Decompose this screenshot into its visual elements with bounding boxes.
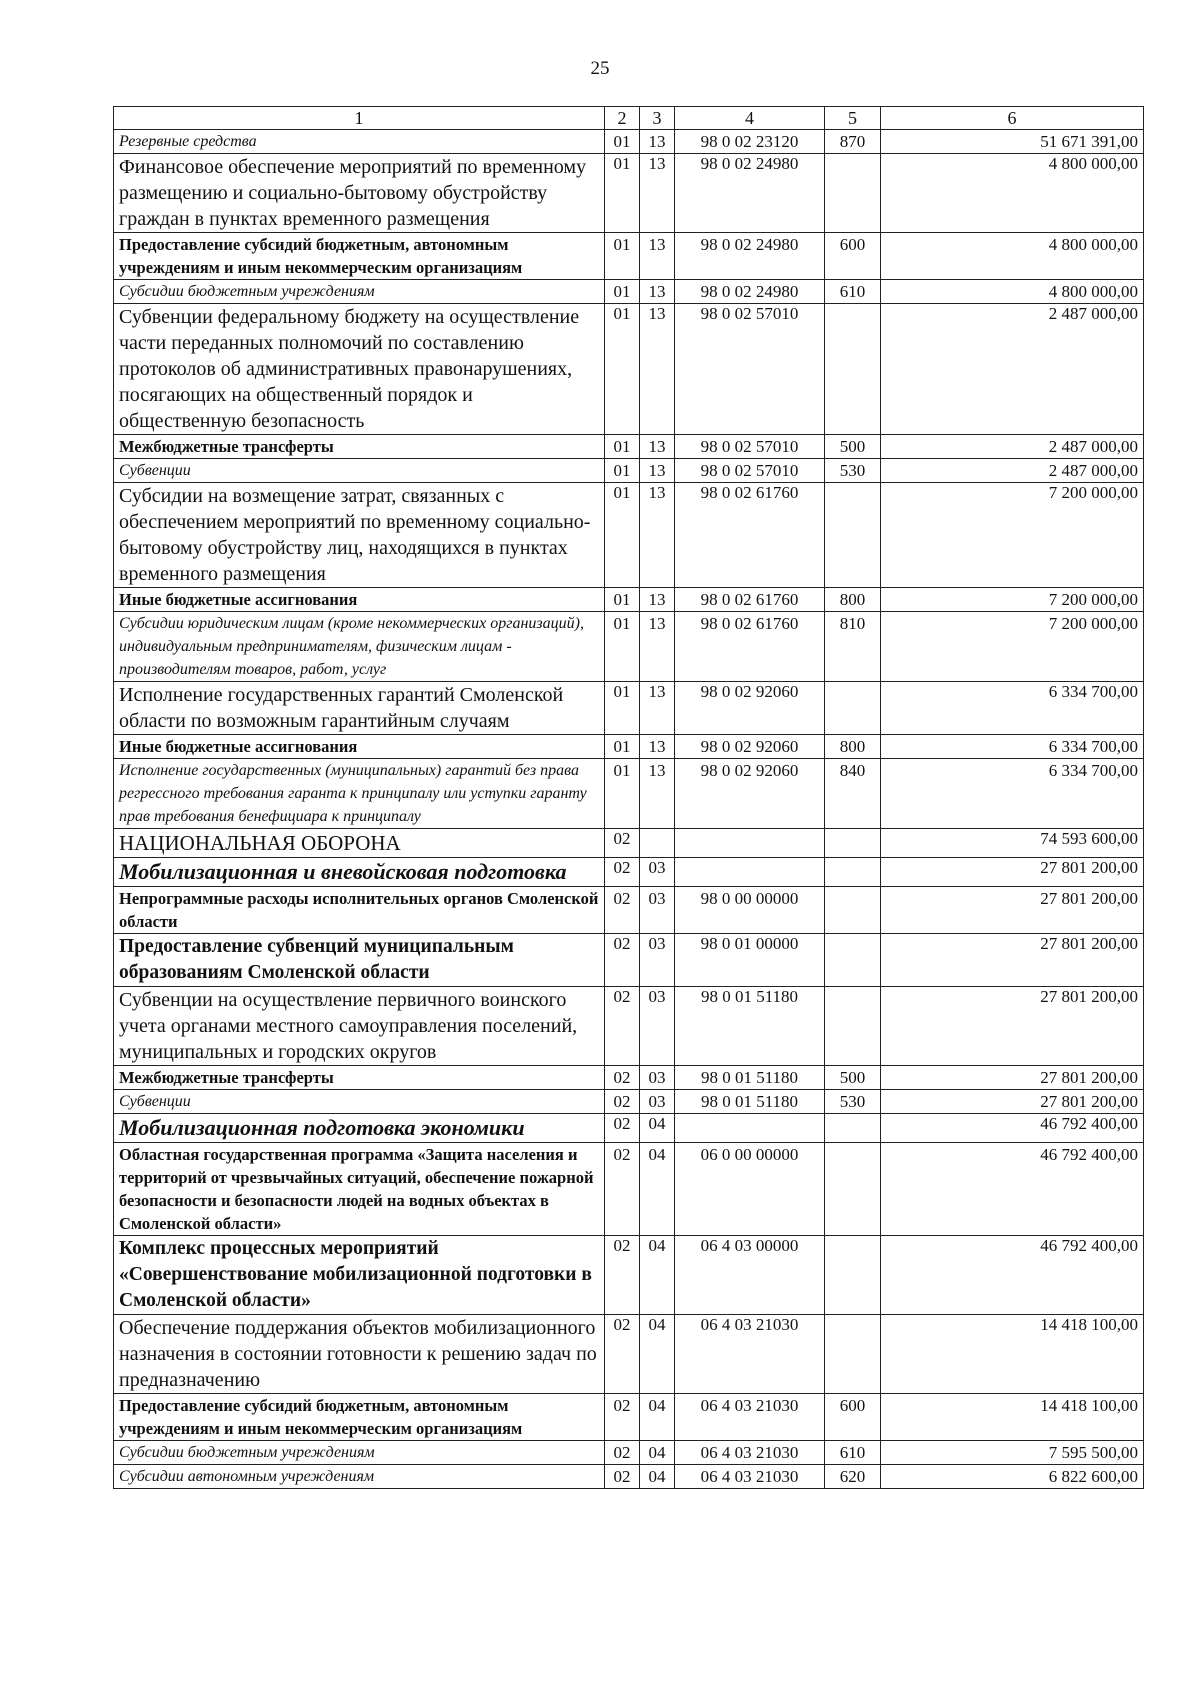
table-row [114, 735, 1144, 759]
subsection-code-cell: 03 [640, 887, 675, 934]
table-row [114, 1066, 1144, 1090]
section-code-cell: 01 [605, 682, 640, 735]
subsection-code-cell: 13 [640, 130, 675, 154]
target-article-code-cell: 06 4 03 21030 [675, 1394, 825, 1441]
section-code-cell: 02 [605, 858, 640, 887]
section-code-cell: 02 [605, 1315, 640, 1394]
subsection-code-cell: 13 [640, 735, 675, 759]
section-code-cell: 02 [605, 1441, 640, 1465]
amount-cell: 14 418 100,00 [881, 1315, 1144, 1394]
target-article-code-cell: 98 0 01 51180 [675, 1090, 825, 1114]
subsection-code-cell: 03 [640, 1090, 675, 1114]
amount-cell: 2 487 000,00 [881, 459, 1144, 483]
target-article-code-cell: 98 0 02 24980 [675, 154, 825, 233]
section-code-cell: 01 [605, 130, 640, 154]
amount-cell: 27 801 200,00 [881, 987, 1144, 1066]
header-cell-6: 6 [881, 107, 1144, 130]
subsection-code-cell: 04 [640, 1394, 675, 1441]
table-row [114, 154, 1144, 233]
amount-cell: 27 801 200,00 [881, 934, 1144, 987]
expense-type-code-cell: 800 [825, 588, 881, 612]
expense-type-code-cell [825, 858, 881, 887]
amount-cell: 46 792 400,00 [881, 1236, 1144, 1315]
section-code-cell: 02 [605, 829, 640, 858]
item-name-cell: Предоставление субсидий бюджетным, автономным учреждениям и иным некоммерческим организациям [114, 233, 605, 280]
table-row [114, 1465, 1144, 1489]
amount-cell: 4 800 000,00 [881, 233, 1144, 280]
header-cell-3: 3 [640, 107, 675, 130]
amount-cell: 7 595 500,00 [881, 1441, 1144, 1465]
section-code-cell: 01 [605, 759, 640, 829]
subsection-code-cell: 13 [640, 612, 675, 682]
expense-type-code-cell [825, 304, 881, 435]
subsection-code-cell: 04 [640, 1114, 675, 1143]
item-name-cell: Субсидии на возмещение затрат, связанных с обеспечением мероприятий по временному социально-бытовому обустройству лиц, находящихся в пунктах временного размещения [114, 483, 605, 588]
item-name-cell: Резервные средства [114, 130, 605, 154]
item-name-cell: Исполнение государственных (муниципальных) гарантий без права регрессного требования гаранта к принципалу или уступки гаранту прав требования бенефициара к принципалу [114, 759, 605, 829]
item-name-cell: Субсидии юридическим лицам (кроме некоммерческих организаций), индивидуальным предпринимателям, физическим лицам - производителям товаров, работ, услуг [114, 612, 605, 682]
section-code-cell: 02 [605, 1465, 640, 1489]
item-name-cell: Предоставление субвенций муниципальным образованиям Смоленской области [114, 934, 605, 987]
subsection-code-cell: 03 [640, 858, 675, 887]
section-code-cell: 01 [605, 233, 640, 280]
header-cell-5: 5 [825, 107, 881, 130]
amount-cell: 74 593 600,00 [881, 829, 1144, 858]
item-name-cell: Субвенции [114, 1090, 605, 1114]
amount-cell: 7 200 000,00 [881, 483, 1144, 588]
expense-type-code-cell [825, 1315, 881, 1394]
amount-cell: 6 822 600,00 [881, 1465, 1144, 1489]
subsection-code-cell: 13 [640, 435, 675, 459]
amount-cell: 7 200 000,00 [881, 588, 1144, 612]
table-row [114, 858, 1144, 887]
item-name-cell: Предоставление субсидий бюджетным, автономным учреждениям и иным некоммерческим организациям [114, 1394, 605, 1441]
amount-cell: 51 671 391,00 [881, 130, 1144, 154]
subsection-code-cell: 13 [640, 459, 675, 483]
target-article-code-cell: 98 0 02 57010 [675, 435, 825, 459]
subsection-code-cell: 13 [640, 304, 675, 435]
item-name-cell: НАЦИОНАЛЬНАЯ ОБОРОНА [114, 829, 605, 858]
section-code-cell: 01 [605, 483, 640, 588]
target-article-code-cell: 06 4 03 21030 [675, 1465, 825, 1489]
table-row [114, 435, 1144, 459]
amount-cell: 6 334 700,00 [881, 682, 1144, 735]
item-name-cell: Финансовое обеспечение мероприятий по временному размещению и социально-бытовому обустройству граждан в пунктах временного размещения [114, 154, 605, 233]
budget-table [113, 106, 1144, 1489]
table-row [114, 987, 1144, 1066]
subsection-code-cell: 13 [640, 233, 675, 280]
target-article-code-cell: 98 0 00 00000 [675, 887, 825, 934]
section-code-cell: 02 [605, 1394, 640, 1441]
amount-cell: 27 801 200,00 [881, 887, 1144, 934]
item-name-cell: Областная государственная программа «Защита населения и территорий от чрезвычайных ситуаций, обеспечение пожарной безопасности и безопасности людей на водных объектах в Смоленской области» [114, 1143, 605, 1236]
expense-type-code-cell: 800 [825, 735, 881, 759]
expense-type-code-cell: 870 [825, 130, 881, 154]
amount-cell: 2 487 000,00 [881, 435, 1144, 459]
subsection-code-cell: 04 [640, 1143, 675, 1236]
subsection-code-cell: 03 [640, 987, 675, 1066]
table-row [114, 682, 1144, 735]
section-code-cell: 01 [605, 588, 640, 612]
table-body [114, 107, 1144, 1489]
target-article-code-cell: 98 0 02 61760 [675, 483, 825, 588]
expense-type-code-cell: 600 [825, 1394, 881, 1441]
subsection-code-cell: 03 [640, 1066, 675, 1090]
header-cell-1: 1 [114, 107, 605, 130]
section-code-cell: 01 [605, 280, 640, 304]
section-code-cell: 02 [605, 1236, 640, 1315]
amount-cell: 27 801 200,00 [881, 1090, 1144, 1114]
target-article-code-cell [675, 858, 825, 887]
item-name-cell: Субсидии автономным учреждениям [114, 1465, 605, 1489]
amount-cell: 46 792 400,00 [881, 1143, 1144, 1236]
table-row [114, 459, 1144, 483]
item-name-cell: Субвенции на осуществление первичного воинского учета органами местного самоуправления поселений, муниципальных и городских округов [114, 987, 605, 1066]
expense-type-code-cell: 530 [825, 1090, 881, 1114]
table-row [114, 1441, 1144, 1465]
subsection-code-cell: 13 [640, 759, 675, 829]
section-code-cell: 02 [605, 887, 640, 934]
target-article-code-cell: 98 0 02 61760 [675, 588, 825, 612]
amount-cell: 2 487 000,00 [881, 304, 1144, 435]
target-article-code-cell: 98 0 02 24980 [675, 280, 825, 304]
subsection-code-cell: 13 [640, 588, 675, 612]
target-article-code-cell: 98 0 02 92060 [675, 759, 825, 829]
section-code-cell: 02 [605, 1066, 640, 1090]
subsection-code-cell: 04 [640, 1441, 675, 1465]
page-number: 25 [590, 58, 610, 79]
target-article-code-cell: 06 0 00 00000 [675, 1143, 825, 1236]
expense-type-code-cell: 840 [825, 759, 881, 829]
amount-cell: 27 801 200,00 [881, 1066, 1144, 1090]
expense-type-code-cell [825, 987, 881, 1066]
section-code-cell: 02 [605, 987, 640, 1066]
section-code-cell: 02 [605, 934, 640, 987]
target-article-code-cell: 98 0 02 57010 [675, 459, 825, 483]
item-name-cell: Непрограммные расходы исполнительных органов Смоленской области [114, 887, 605, 934]
expense-type-code-cell: 500 [825, 435, 881, 459]
item-name-cell: Комплекс процессных мероприятий «Совершенствование мобилизационной подготовки в Смоленской области» [114, 1236, 605, 1315]
header-row [114, 107, 1144, 130]
amount-cell: 14 418 100,00 [881, 1394, 1144, 1441]
table-row [114, 759, 1144, 829]
amount-cell: 6 334 700,00 [881, 735, 1144, 759]
subsection-code-cell: 13 [640, 280, 675, 304]
target-article-code-cell: 06 4 03 21030 [675, 1441, 825, 1465]
table-row [114, 304, 1144, 435]
item-name-cell: Мобилизационная и вневойсковая подготовка [114, 858, 605, 887]
expense-type-code-cell: 620 [825, 1465, 881, 1489]
subsection-code-cell: 13 [640, 483, 675, 588]
section-code-cell: 01 [605, 304, 640, 435]
target-article-code-cell: 98 0 02 24980 [675, 233, 825, 280]
item-name-cell: Субсидии бюджетным учреждениям [114, 1441, 605, 1465]
expense-type-code-cell [825, 682, 881, 735]
section-code-cell: 01 [605, 435, 640, 459]
amount-cell: 46 792 400,00 [881, 1114, 1144, 1143]
item-name-cell: Субвенции федеральному бюджету на осуществление части переданных полномочий по составлению протоколов об административных правонарушениях, посягающих на общественный порядок и общественную безопасность [114, 304, 605, 435]
expense-type-code-cell: 530 [825, 459, 881, 483]
subsection-code-cell: 13 [640, 154, 675, 233]
expense-type-code-cell [825, 887, 881, 934]
target-article-code-cell: 06 4 03 21030 [675, 1315, 825, 1394]
expense-type-code-cell [825, 483, 881, 588]
expense-type-code-cell: 600 [825, 233, 881, 280]
subsection-code-cell: 13 [640, 682, 675, 735]
item-name-cell: Межбюджетные трансферты [114, 435, 605, 459]
amount-cell: 6 334 700,00 [881, 759, 1144, 829]
target-article-code-cell: 98 0 01 51180 [675, 987, 825, 1066]
table-row [114, 233, 1144, 280]
amount-cell: 4 800 000,00 [881, 154, 1144, 233]
table-row [114, 1143, 1144, 1236]
table-row [114, 1315, 1144, 1394]
item-name-cell: Субвенции [114, 459, 605, 483]
table-row [114, 130, 1144, 154]
section-code-cell: 01 [605, 154, 640, 233]
item-name-cell: Обеспечение поддержания объектов мобилизационного назначения в состоянии готовности к решению задач по предназначению [114, 1315, 605, 1394]
table-row [114, 829, 1144, 858]
section-code-cell: 02 [605, 1143, 640, 1236]
target-article-code-cell: 98 0 01 51180 [675, 1066, 825, 1090]
item-name-cell: Субсидии бюджетным учреждениям [114, 280, 605, 304]
target-article-code-cell: 98 0 02 23120 [675, 130, 825, 154]
expense-type-code-cell [825, 829, 881, 858]
table-row [114, 483, 1144, 588]
header-cell-2: 2 [605, 107, 640, 130]
section-code-cell: 02 [605, 1090, 640, 1114]
expense-type-code-cell [825, 1236, 881, 1315]
subsection-code-cell: 04 [640, 1465, 675, 1489]
table-row [114, 1114, 1144, 1143]
target-article-code-cell [675, 1114, 825, 1143]
section-code-cell: 02 [605, 1114, 640, 1143]
target-article-code-cell: 98 0 01 00000 [675, 934, 825, 987]
table-row [114, 1236, 1144, 1315]
target-article-code-cell: 06 4 03 00000 [675, 1236, 825, 1315]
target-article-code-cell: 98 0 02 92060 [675, 682, 825, 735]
amount-cell: 4 800 000,00 [881, 280, 1144, 304]
subsection-code-cell: 04 [640, 1315, 675, 1394]
subsection-code-cell: 03 [640, 934, 675, 987]
table-row [114, 1090, 1144, 1114]
table-row [114, 1394, 1144, 1441]
table-row [114, 934, 1144, 987]
item-name-cell: Мобилизационная подготовка экономики [114, 1114, 605, 1143]
expense-type-code-cell: 610 [825, 280, 881, 304]
expense-type-code-cell [825, 934, 881, 987]
target-article-code-cell [675, 829, 825, 858]
target-article-code-cell: 98 0 02 57010 [675, 304, 825, 435]
target-article-code-cell: 98 0 02 61760 [675, 612, 825, 682]
expense-type-code-cell: 500 [825, 1066, 881, 1090]
section-code-cell: 01 [605, 735, 640, 759]
amount-cell: 27 801 200,00 [881, 858, 1144, 887]
expense-type-code-cell [825, 154, 881, 233]
expense-type-code-cell: 610 [825, 1441, 881, 1465]
subsection-code-cell: 04 [640, 1236, 675, 1315]
item-name-cell: Межбюджетные трансферты [114, 1066, 605, 1090]
item-name-cell: Иные бюджетные ассигнования [114, 735, 605, 759]
table-row [114, 280, 1144, 304]
header-cell-4: 4 [675, 107, 825, 130]
table-row [114, 588, 1144, 612]
expense-type-code-cell [825, 1114, 881, 1143]
expense-type-code-cell: 810 [825, 612, 881, 682]
section-code-cell: 01 [605, 459, 640, 483]
item-name-cell: Иные бюджетные ассигнования [114, 588, 605, 612]
amount-cell: 7 200 000,00 [881, 612, 1144, 682]
table-row [114, 887, 1144, 934]
section-code-cell: 01 [605, 612, 640, 682]
table-row [114, 612, 1144, 682]
subsection-code-cell [640, 829, 675, 858]
expense-type-code-cell [825, 1143, 881, 1236]
target-article-code-cell: 98 0 02 92060 [675, 735, 825, 759]
item-name-cell: Исполнение государственных гарантий Смоленской области по возможным гарантийным случаям [114, 682, 605, 735]
